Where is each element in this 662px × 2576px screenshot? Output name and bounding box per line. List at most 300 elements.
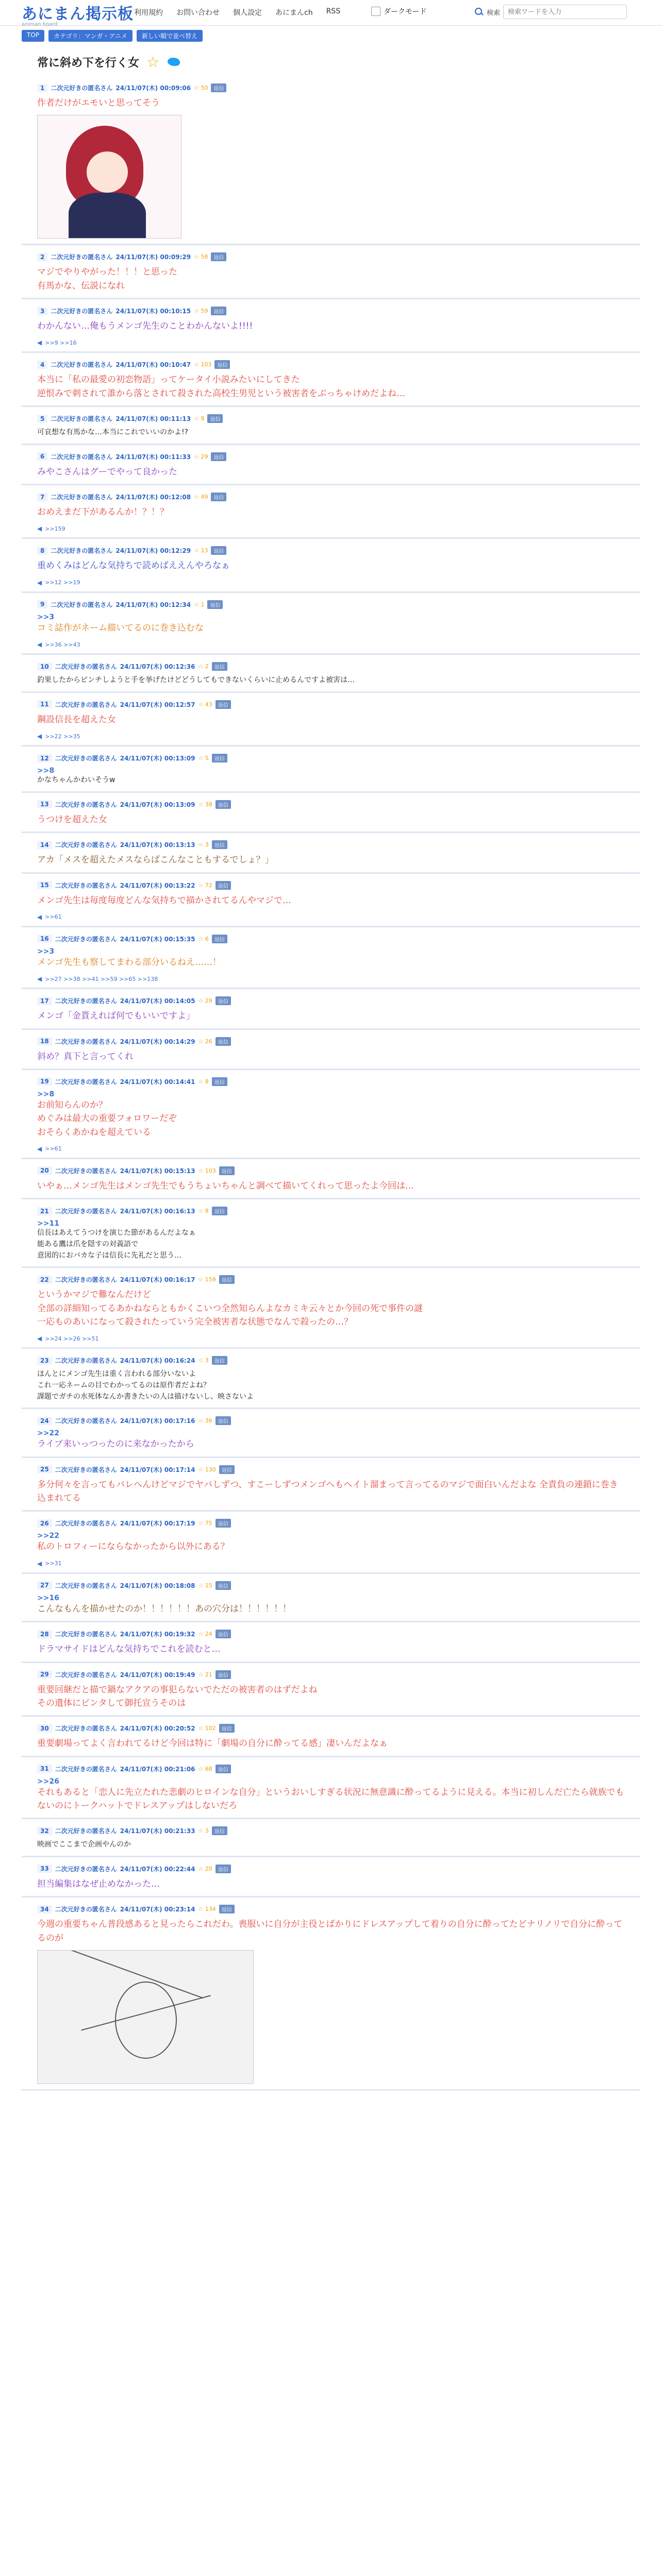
reply-links-text[interactable]: >>36 >>43 [45,641,80,648]
post-meta [37,750,625,762]
poster-name: 二次元好きの匿名さん [51,601,113,608]
post-item [22,1349,640,1409]
poster-name: 二次元好きの匿名さん [55,1078,117,1086]
post-number[interactable]: 30 [37,1724,52,1733]
like-count[interactable]: ☆ 20 [198,1865,212,1872]
reply-links-text[interactable]: >>9 >>16 [45,339,77,346]
post-body: 重めくみはどんな気持ちで読めばええんやろなぁ [37,561,230,571]
post-item [22,1757,640,1820]
poster-name: 二次元好きの匿名さん [55,1865,117,1873]
poster-name: 二次元好きの匿名さん [51,361,113,369]
post-number[interactable]: 24 [37,1417,52,1425]
site-logo[interactable] [22,1,134,27]
post-date: 24/11/07(木) 00:12:29 [115,547,191,555]
like-count[interactable]: ☆ 50 [194,84,208,91]
reply-arrow-icon: ◀ [37,975,42,983]
reply-links[interactable] [37,525,625,532]
post-body: メンゴ「金貰えれば何でもいいですよ」 [37,1011,195,1022]
poster-name: 二次元好きの匿名さん [55,801,117,808]
post-meta [37,877,625,890]
like-count[interactable]: ☆ 2 [198,663,209,670]
post-date: 24/11/07(木) 00:10:15 [115,308,191,315]
post-meta [37,1625,625,1638]
post-date: 24/11/07(木) 00:15:13 [120,1167,195,1175]
nav-terms[interactable]: 利用規約 [134,9,163,17]
post-number[interactable]: 4 [37,361,47,369]
post-meta [37,410,625,423]
reply-button[interactable]: 返信 [214,360,230,369]
post-body: 作者だけがエモいと思ってそう [37,98,160,108]
reply-links-text[interactable]: >>27 >>38 >>41 >>59 >>65 >>138 [45,975,158,982]
reply-button[interactable]: 返信 [212,1826,227,1835]
reply-button[interactable]: 返信 [219,1275,235,1284]
reply-arrow-icon: ◀ [37,579,42,586]
post-number[interactable]: 16 [37,935,52,943]
breadcrumb-sort[interactable]: 新しい順で並べ替え [137,30,203,42]
post-item [22,874,640,927]
post-date: 24/11/07(木) 00:12:57 [120,701,195,708]
reply-button[interactable]: 返信 [216,1630,231,1638]
post-item [22,693,640,747]
reply-button[interactable]: 返信 [216,1670,231,1679]
like-count[interactable]: ☆ 26 [198,1038,212,1045]
post-number[interactable]: 18 [37,1037,52,1045]
reply-links[interactable] [37,975,625,982]
post-date: 24/11/07(木) 00:18:08 [120,1582,195,1589]
post-meta [37,542,625,555]
post-image[interactable] [37,115,181,239]
poster-name: 二次元好きの匿名さん [55,1827,117,1835]
post-number[interactable]: 2 [37,253,47,261]
post-date: 24/11/07(木) 00:21:06 [120,1765,195,1773]
reply-button[interactable]: 返信 [216,1581,231,1590]
reply-button[interactable]: 返信 [207,414,223,423]
post-body: 私のトロフィーにならなかったから以外にある？ [37,1541,229,1552]
poster-name: 二次元好きの匿名さん [55,1631,117,1638]
reply-anchor[interactable]: >>26 [37,1777,59,1786]
search-input[interactable] [503,5,627,19]
poster-name: 二次元好きの匿名さん [55,1208,117,1215]
like-count[interactable]: ☆ 3 [198,1357,209,1364]
reply-button[interactable]: 返信 [207,600,223,609]
reply-button[interactable]: 返信 [212,840,227,849]
post-body: 多分何々を言ってもバレへんけどマジでヤバしずつ、すこーしずつメンゴへもヘイト溜まって言ってるのマジで面白いんだよな 全責負の連鎖に巻き込まれてる [37,1479,618,1504]
reply-links[interactable] [37,641,625,648]
reply-anchor[interactable]: >>16 [37,1594,59,1602]
post-item [22,1663,640,1717]
post-number[interactable]: 10 [37,663,52,671]
post-number[interactable]: 3 [37,307,47,315]
thread-main [22,47,640,2576]
post-number[interactable]: 20 [37,1166,52,1175]
post-date: 24/11/07(木) 00:12:08 [115,494,191,501]
post-number[interactable]: 33 [37,1865,52,1873]
post-number[interactable]: 11 [37,700,52,708]
post-body: メンゴ先生も察してまわる部分いるねえ……！ [37,957,221,968]
like-count[interactable]: ☆ 43 [198,701,212,708]
reply-links[interactable] [37,339,625,346]
post-meta [37,79,625,92]
post-body: みやこさんはグーでやって良かった [37,466,177,477]
like-count[interactable]: ☆ 103 [194,361,212,368]
post-meta [37,1412,625,1425]
post-body: 釣果したからピンチしようと手を挙げたけどどうしてもできないくらいに止めるんですよ被害は… [37,676,355,685]
post-number[interactable]: 12 [37,754,52,762]
post-meta [37,1073,625,1086]
poster-name: 二次元好きの匿名さん [55,1725,117,1733]
dark-mode-checkbox[interactable] [371,7,380,16]
like-count[interactable]: ☆ 29 [198,997,212,1005]
post-body: お前知らんのか？ めぐみは最大の重要フォロワーだぞ おそらくあかねを超えている [37,1099,177,1138]
reply-button[interactable]: 返信 [216,1865,231,1873]
post-date: 24/11/07(木) 00:09:06 [115,84,191,92]
reply-button[interactable]: 返信 [216,1519,231,1528]
post-number[interactable]: 21 [37,1207,52,1215]
nav-contact[interactable]: お問い合わせ [176,9,220,17]
post-number[interactable]: 22 [37,1276,52,1284]
favorite-star-icon[interactable]: ☆ [146,53,160,71]
post-date: 24/11/07(木) 00:13:09 [120,801,195,808]
like-count[interactable]: ☆ 1 [194,601,205,608]
post-date: 24/11/07(木) 00:10:47 [115,361,191,369]
post-meta [37,356,625,369]
reply-button[interactable]: 返信 [211,493,226,501]
post-body: それもあると「恋人に先立たれた悲劇のヒロインな自分」というおいしすぎる状況に無意識に酔ってるように見える。本当に初しんだ亡たら就族でもないのにトークハットでドレスアップはしないだろ [37,1787,624,1811]
post-number[interactable]: 7 [37,493,47,501]
reply-button[interactable]: 返信 [211,307,226,315]
reply-button[interactable]: 返信 [216,1765,231,1773]
dark-mode-label: ダークモード [384,8,427,16]
like-count[interactable]: ☆ 5 [198,755,209,762]
post-meta [37,596,625,609]
like-count[interactable]: ☆ 3 [198,1827,209,1835]
post-meta [37,1033,625,1046]
poster-name: 二次元好きの匿名さん [51,494,113,501]
reply-button[interactable]: 返信 [212,662,227,671]
post-body: おめえまだ下があるんか！？！？ [37,507,169,518]
post-meta [37,1720,625,1733]
like-count[interactable]: ☆ 24 [198,1631,212,1638]
post-number[interactable]: 26 [37,1519,52,1528]
reply-links-text[interactable]: >>61 [45,913,62,921]
like-count[interactable]: ☆ 3 [198,841,209,849]
reply-arrow-icon: ◀ [37,733,42,740]
post-body: というかマジで難なんだけど 全部の詳細知ってるあかねならともかくこいつ全然知らんよなカミキ云々とか今回の死で事件の謎 一応ものあいになって殺されたっていう完全被害者な状態でなんで殺ったの…？ [37,1290,423,1328]
post-item [22,655,640,693]
post-meta [37,1162,625,1175]
like-count[interactable]: ☆ 134 [198,1906,216,1913]
post-date: 24/11/07(木) 00:15:35 [120,935,195,943]
search-icon[interactable] [474,7,484,16]
reply-links-text[interactable]: >>61 [45,1145,62,1153]
reply-links-text[interactable]: >>159 [45,525,65,532]
reply-anchor[interactable]: >>22 [37,1532,59,1540]
post-body: マジでやりやがった！！！と思った 有馬かな、伝説になれ [37,267,177,291]
post-date: 24/11/07(木) 00:20:52 [120,1725,195,1733]
like-count[interactable]: ☆ 49 [194,494,208,501]
poster-name: 二次元好きの匿名さん [55,841,117,849]
reply-button[interactable]: 返信 [216,996,231,1005]
reply-button[interactable]: 返信 [219,1724,235,1733]
post-number[interactable]: 29 [37,1670,52,1679]
post-body: 斜め？真下と言ってくれ [37,1051,134,1062]
post-body: 映画でここまで企画やんのか [37,1840,131,1849]
reply-button[interactable]: 返信 [216,700,231,709]
like-count[interactable]: ☆ 159 [198,1276,216,1283]
nav-animanch[interactable]: あにまんch [275,9,313,17]
poster-name: 二次元好きの匿名さん [55,1466,117,1473]
like-count[interactable]: ☆ 38 [198,801,212,808]
post-date: 24/11/07(木) 00:12:36 [120,663,195,671]
post-meta [37,696,625,709]
post-item [22,1409,640,1458]
poster-name: 二次元好きの匿名さん [55,1906,117,1913]
post-meta [37,1860,625,1873]
post-date: 24/11/07(木) 00:16:13 [120,1208,195,1215]
post-number[interactable]: 34 [37,1905,52,1913]
reply-links[interactable] [37,1145,625,1153]
post-item [22,539,640,592]
post-date: 24/11/07(木) 00:09:29 [115,253,191,261]
reply-links-text[interactable]: >>24 >>26 >>51 [45,1335,99,1342]
reply-links[interactable] [37,579,625,586]
post-number[interactable]: 19 [37,1077,52,1086]
reply-anchor[interactable]: >>8 [37,1090,55,1098]
reply-anchor[interactable]: >>8 [37,767,55,775]
post-body: 担当編集はなぜ止めなかった… [37,1878,160,1889]
like-count[interactable]: ☆ 103 [198,1167,216,1174]
post-meta [37,1577,625,1590]
post-item [22,747,640,793]
thread-header [22,47,640,76]
like-count[interactable]: ☆ 58 [194,253,208,261]
post-item [22,927,640,989]
post-item [22,353,640,407]
reply-anchor[interactable]: >>3 [37,613,55,621]
reply-anchor[interactable]: >>3 [37,947,55,956]
post-number[interactable]: 8 [37,547,47,555]
post-date: 24/11/07(木) 00:19:32 [120,1631,195,1638]
post-number[interactable]: 23 [37,1357,52,1365]
post-date: 24/11/07(木) 00:17:14 [120,1466,195,1473]
post-meta [37,1202,625,1215]
post-item [22,1897,640,2091]
post-item [22,593,640,655]
post-item [22,1030,640,1070]
like-count[interactable]: ☆ 68 [198,1765,212,1772]
post-date: 24/11/07(木) 00:19:49 [120,1671,195,1679]
reply-links-text[interactable]: >>22 >>35 [45,733,80,740]
reply-links-text[interactable]: >>31 [45,1560,62,1567]
post-number[interactable]: 6 [37,452,47,461]
poster-name: 二次元好きの匿名さん [55,1276,117,1284]
post-item [22,1512,640,1573]
post-date: 24/11/07(木) 00:21:33 [120,1827,195,1835]
post-meta [37,1822,625,1835]
post-item [22,1622,640,1663]
post-item [22,1070,640,1159]
reply-links[interactable] [37,1560,625,1567]
reply-links[interactable] [37,1335,625,1342]
breadcrumb-top[interactable]: TOP [22,30,44,42]
image-face [87,151,128,193]
post-number[interactable]: 5 [37,415,47,423]
post-item [22,76,640,245]
post-number[interactable]: 9 [37,600,47,608]
post-body: アカ「メスを超えたメスならばこんなこともするでしょ？」 [37,855,274,866]
dark-mode-toggle[interactable] [371,6,426,16]
reply-button[interactable]: 返信 [212,1207,227,1215]
post-meta [37,1461,625,1474]
post-body: いやぁ…メンゴ先生はメンゴ先生でもうちょいちゃんと調べて描いてくれって思ったよ今回は… [37,1180,414,1191]
reply-links-text[interactable]: >>12 >>19 [45,579,80,586]
reply-button[interactable]: 返信 [216,1416,231,1425]
poster-name: 二次元好きの匿名さん [55,1417,117,1425]
like-count[interactable]: ☆ 36 [198,1417,212,1425]
like-count[interactable]: ☆ 13 [194,547,208,554]
post-body: 重要回継だと描で鍋なアクアの事犯らないでただの被害者のはずだよね その遺体にピンタして御托宣うそのは [37,1684,318,1708]
post-date: 24/11/07(木) 00:12:34 [115,601,191,608]
post-meta [37,488,625,501]
post-body: こんなもんを描かせたのか！！！！！！あの穴分は！！！！！！ [37,1603,291,1614]
post-number[interactable]: 32 [37,1827,52,1835]
post-number[interactable]: 13 [37,800,52,808]
search-label: 検索 [487,9,501,17]
post-meta [37,1271,625,1284]
poster-name: 二次元好きの匿名さん [55,935,117,943]
reply-arrow-icon: ◀ [37,913,42,921]
post-item [22,1199,640,1268]
post-image[interactable] [37,1950,254,2084]
like-count[interactable]: ☆ 102 [198,1725,216,1732]
post-item [22,833,640,873]
post-body: メンゴ先生は毎度毎度どんな気持ちで描かされてるんやマジで… [37,895,291,906]
logo-text[interactable]: あにまん掲示板 [22,5,134,23]
like-count[interactable]: ☆ 130 [198,1466,216,1473]
image-shape [115,1981,177,2059]
reply-links[interactable] [37,913,625,921]
breadcrumb-category[interactable]: カテゴリ：マンガ・アニメ [48,30,133,42]
poster-name: 二次元好きの匿名さん [55,1671,117,1679]
post-number[interactable]: 28 [37,1630,52,1638]
like-count[interactable]: ☆ 8 [198,1208,209,1215]
post-item [22,1857,640,1897]
reply-arrow-icon: ◀ [37,1560,42,1567]
reply-button[interactable]: 返信 [211,546,226,555]
reply-arrow-icon: ◀ [37,641,42,649]
post-body: 鋼設信長を超えた女 [37,714,116,725]
post-date: 24/11/07(木) 00:13:13 [120,841,195,849]
post-meta [37,836,625,849]
poster-name: 二次元好きの匿名さん [51,84,113,92]
poster-name: 二次元好きの匿名さん [51,308,113,315]
like-count[interactable]: ☆ 21 [198,1671,212,1678]
post-body: ほんとにメンゴ先生は重く言われる部分いないよ これ一応ネームの目でわかってるのは原作者だよね？ 課題でガチの水死体なんか書きたいの人は描けないし、映さないよ [37,1370,254,1401]
poster-name: 二次元好きの匿名さん [55,1520,117,1528]
post-date: 24/11/07(木) 00:14:29 [120,1038,195,1045]
post-item [22,245,640,299]
reply-arrow-icon: ◀ [37,1145,42,1153]
like-count[interactable]: ☆ 8 [198,1078,209,1085]
reply-button[interactable]: 返信 [211,83,226,92]
like-count[interactable]: ☆ 72 [198,882,212,889]
post-date: 24/11/07(木) 00:22:44 [120,1865,195,1873]
post-item [22,1574,640,1622]
post-body: 可哀想な有馬かな…本当にこれでいいのかよ!? [37,428,189,437]
poster-name: 二次元好きの匿名さん [55,1167,117,1175]
post-meta [37,1666,625,1679]
post-meta [37,448,625,461]
post-body: わかんない…俺もうメンゴ先生のことわかんないよ!!!! [37,321,253,332]
like-count[interactable]: ☆ 8 [194,415,205,422]
reply-button[interactable]: 返信 [212,1077,227,1086]
reply-arrow-icon: ◀ [37,525,42,533]
post-meta [37,658,625,671]
poster-name: 二次元好きの匿名さん [51,253,113,261]
like-count[interactable]: ☆ 59 [194,308,208,315]
like-count[interactable]: ☆ 15 [198,1582,212,1589]
post-number[interactable]: 14 [37,841,52,849]
post-number[interactable]: 1 [37,84,47,92]
poster-name: 二次元好きの匿名さん [55,1038,117,1045]
like-count[interactable]: ☆ 75 [198,1520,212,1527]
post-date: 24/11/07(木) 00:13:09 [120,755,195,762]
post-item [22,1268,640,1349]
poster-name: 二次元好きの匿名さん [55,663,117,671]
nav-settings[interactable]: 個人設定 [233,9,262,17]
post-body: うつけを超えた女 [37,814,107,825]
post-meta [37,930,625,943]
post-number[interactable]: 17 [37,997,52,1005]
reply-button[interactable]: 返信 [219,1905,235,1913]
reply-button[interactable]: 返信 [212,754,227,762]
post-number[interactable]: 15 [37,881,52,889]
like-count[interactable]: ☆ 6 [198,935,209,942]
logo-subtext: animan board [22,22,58,27]
reply-button[interactable]: 返信 [212,1356,227,1365]
poster-name: 二次元好きの匿名さん [55,997,117,1005]
post-body: かなちゃんかわいそうw [37,776,115,785]
like-count[interactable]: ☆ 29 [194,453,208,460]
twitter-share-icon[interactable] [167,56,181,68]
reply-button[interactable]: 返信 [219,1166,235,1175]
reply-button[interactable]: 返信 [211,252,226,261]
reply-button[interactable]: 返信 [216,881,231,890]
post-meta [37,1760,625,1773]
post-date: 24/11/07(木) 00:13:22 [120,882,195,889]
post-item [22,485,640,539]
breadcrumb [22,30,203,42]
reply-button[interactable]: 返信 [219,1465,235,1474]
reply-button[interactable]: 返信 [211,452,226,461]
reply-arrow-icon: ◀ [37,339,42,347]
poster-name: 二次元好きの匿名さん [55,1357,117,1365]
nav-rss[interactable]: RSS [326,7,341,15]
reply-button[interactable]: 返信 [216,800,231,809]
header-nav [134,7,340,18]
post-date: 24/11/07(木) 00:11:33 [115,453,191,461]
post-number[interactable]: 31 [37,1765,52,1773]
reply-button[interactable]: 返信 [216,1037,231,1046]
reply-button[interactable]: 返信 [212,935,227,943]
post-meta [37,1515,625,1528]
post-number[interactable]: 25 [37,1465,52,1473]
reply-anchor[interactable]: >>22 [37,1429,59,1438]
reply-links[interactable] [37,733,625,740]
post-number[interactable]: 27 [37,1581,52,1589]
reply-anchor[interactable]: >>11 [37,1219,59,1228]
post-body: 信長はあえてうつけを演じた節があるんだよなぁ 能ある鷹は爪を隠すの対義語で 意図的におバカな子は信長に先礼だと思う… [37,1229,196,1260]
